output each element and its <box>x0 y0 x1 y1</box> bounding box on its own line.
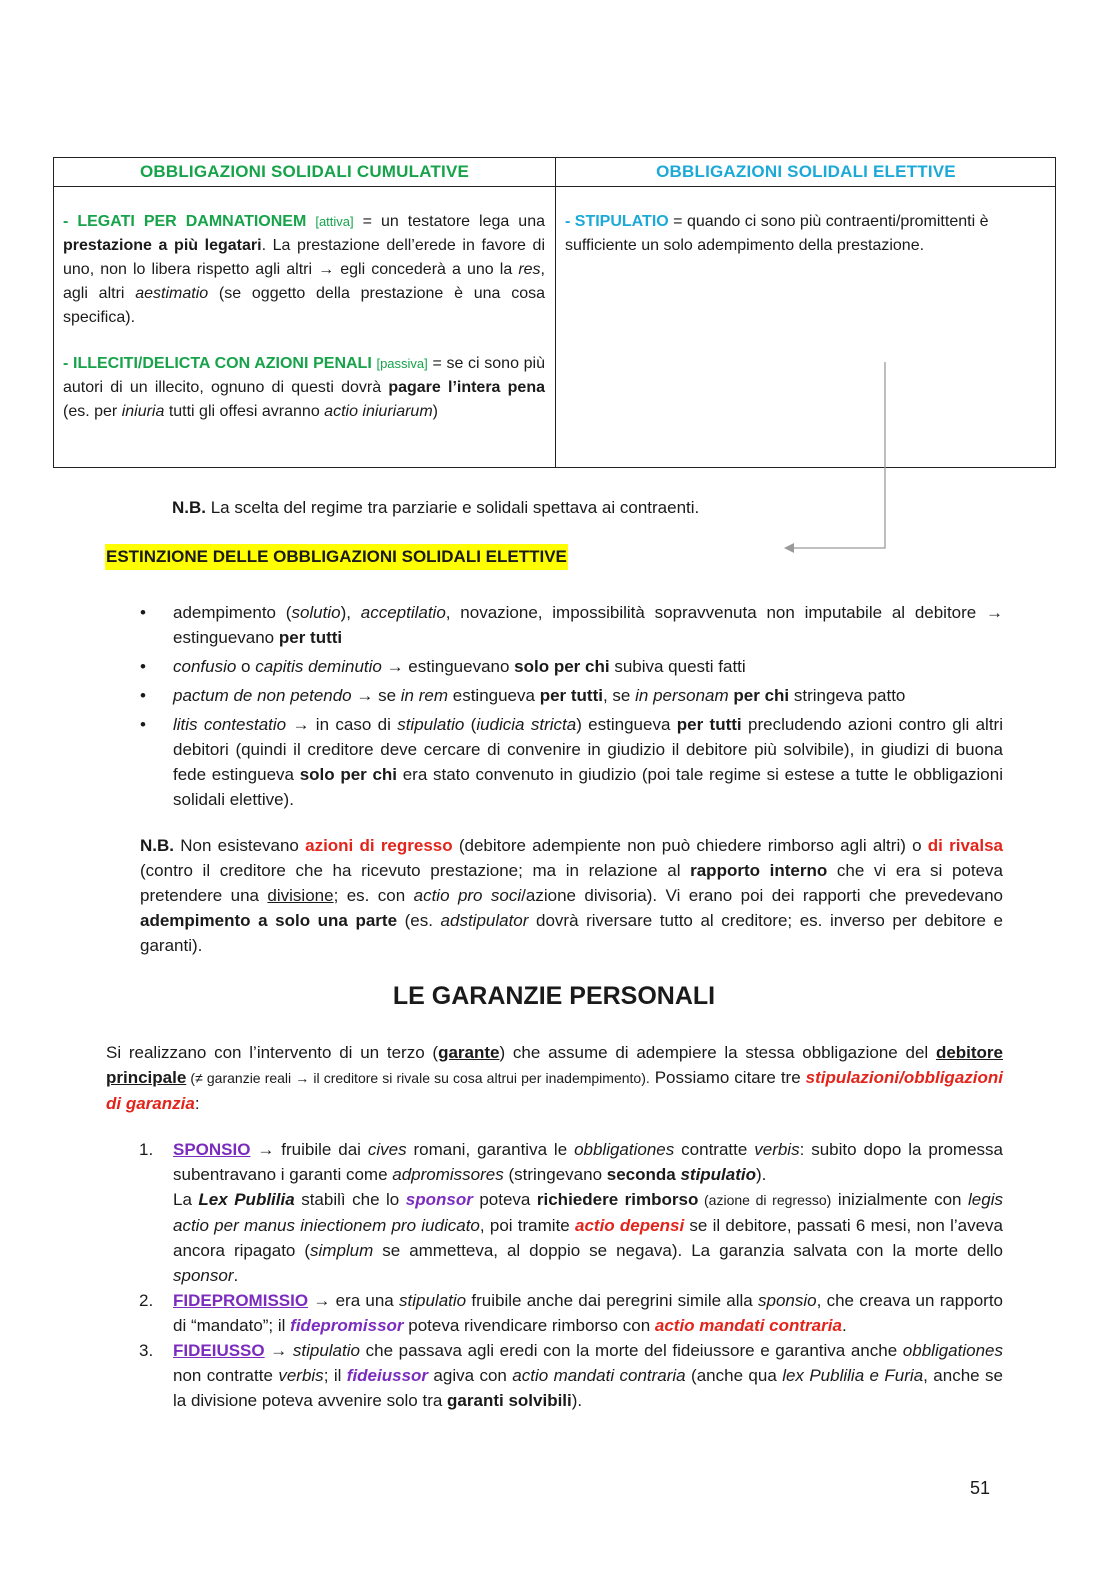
table-header-rule <box>54 186 1055 187</box>
page-title: LE GARANZIE PERSONALI <box>392 982 716 1010</box>
table-head-cumulative: OBBLIGAZIONI SOLIDALI CUMULATIVE <box>139 162 470 181</box>
cell-paragraph-illeciti: - ILLECITI/DELICTA CON AZIONI PENALI [passiva] = se ci sono più autori di un illecito, ognuno di questi dovrà pagare l’intera pena (es. per iniuria tutti gli offesi avranno actio iniuriarum) <box>63 355 546 420</box>
cell-paragraph-stipulatio: - STIPULATIO = quando ci sono più contraenti/promittenti è sufficiente un solo adempimento della prestazione. <box>565 213 989 254</box>
list-item-fidepromissio: 2. FIDEPROMISSIO → era una stipulatio fruibile anche dai peregrini simile alla sponsio, che creava un rapporto di “mandato”; il fidepromissor poteva rivendicare rimborso con actio mandati contraria. <box>139 1291 1004 1335</box>
table-head-elettive: OBBLIGAZIONI SOLIDALI ELETTIVE <box>656 162 956 181</box>
nb-note-regime: N.B. La scelta del regime tra parziarie e solidali spettava ai contraenti. <box>172 498 700 517</box>
cell-paragraph-legati: - LEGATI PER DAMNATIONEM [attiva] = un testatore lega una prestazione a più legatari. La prestazione dell’erede in favore di uno, non lo libera rispetto agli altri → egli concederà a uno la res, agli altri aestimatio (se oggetto della prestazione è una cosa specifica). <box>63 213 546 326</box>
list-item: • litis contestatio → in caso di stipulatio (iudicia stricta) estingueva per tutti precludendo azioni contro gli altri debitori (quindi il creditore deve cercare di convenire in giudizio il debitore più solvibile), in giudizi di buona fede estingueva solo per chi era stato convenuto in giudizio (poi tale regime si estese a tutte le obbligazioni solidali elettive). <box>140 715 1003 809</box>
comparison-table <box>53 157 1056 468</box>
intro-paragraph: Si realizzano con l’intervento di un terzo (garante) che assume di adempiere la stessa obbligazione del debitore principale (≠ garanzie reali → il creditore si rivale su cosa altrui per inadempimento). Possiamo citare tre stipulazioni/obbligazioni di garanzia: <box>106 1043 1003 1113</box>
numbered-list <box>139 1137 1003 1413</box>
table-cell-cumulative <box>63 210 545 424</box>
list-item: • pactum de non petendo → se in rem estingueva per tutti, se in personam per chi stringeva patto <box>140 686 906 705</box>
table-cell-elettive <box>565 210 1049 258</box>
list-item-fideiusso: 3. FIDEIUSSO → stipulatio che passava agli eredi con la morte del fideiussore e garantiva anche obbligationes non contratte verbis; il fideiussor agiva con actio mandati contraria (anche qua lex Publilia e Furia, anche se la divisione poteva avvenire solo tra garanti solvibili). <box>139 1341 1003 1410</box>
list-item-sponsio: 1. SPONSIO → fruibile dai cives romani, garantiva le obbligationes contratte verbis: subito dopo la promessa subentravano i garanti come adpromissores (stringevano seconda stipulatio). La Lex Publilia stabilì che lo sponsor poteva richiedere rimborso (azione di regresso) inizialmente con legis actio per manus iniectionem pro iudicato, poi tramite actio depensi se il debitore, passati 6 mesi, non l’aveva ancora ripagato (simplum se ammetteva, al doppio se negava). La garanzia salvata con la morte dello sponsor. <box>139 1140 1004 1285</box>
list-item: • confusio o capitis deminutio → estinguevano solo per chi subiva questi fatti <box>140 657 746 676</box>
section-heading: ESTINZIONE DELLE OBBLIGAZIONI SOLIDALI ELETTIVE <box>105 544 568 570</box>
bullet-list <box>140 600 1003 816</box>
table-divider <box>555 158 556 467</box>
list-item: • adempimento (solutio), acceptilatio, novazione, impossibilità sopravvenuta non imputabile al debitore → estinguevano per tutti <box>140 603 1004 647</box>
connector-arrow <box>780 360 890 560</box>
nb-note-regresso: N.B. Non esistevano azioni di regresso (debitore adempiente non può chiedere rimborso agli altri) o di rivalsa (contro il creditore che ha ricevuto prestazione; ma in relazione al rapporto interno che vi era si poteva pretendere una divisione; es. con actio pro soci/azione divisoria). Vi erano poi dei rapporti che prevedevano adempimento a solo una parte (es. adstipulator dovrà riversare tutto al creditore; es. inverso per debitore e garanti). <box>140 836 1003 955</box>
page-number: 51 <box>970 1478 991 1498</box>
